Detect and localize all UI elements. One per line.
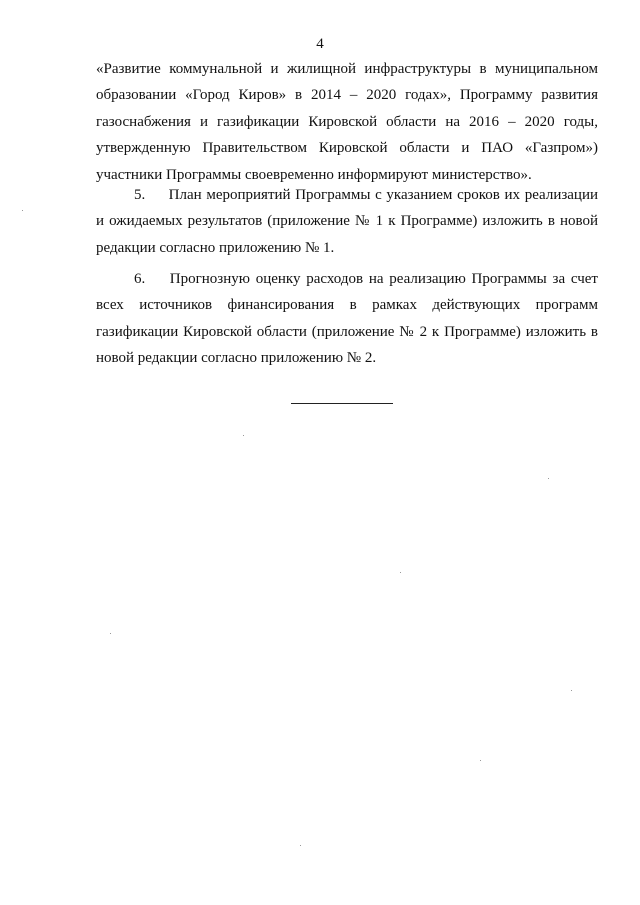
- text-line: всех источников финансирования в рамках действующих программ: [96, 297, 598, 314]
- text-line: редакции согласно приложению № 1.: [96, 239, 335, 256]
- paragraph-item-5: [96, 182, 598, 261]
- text-line: [96, 182, 598, 208]
- paragraph-number: 5.: [134, 187, 146, 203]
- text-line: газификации Кировской области (приложение № 2 к Программе) изложить в: [96, 323, 598, 340]
- text-line: участники Программы своевременно информируют министерство».: [96, 166, 532, 183]
- scan-speck: [300, 845, 301, 846]
- text-line: образовании «Город Киров» в 2014 – 2020 годах», Программу развития: [96, 87, 598, 104]
- paragraph-number: 6.: [134, 271, 146, 287]
- text-line: газоснабжения и газификации Кировской области на 2016 – 2020 годы,: [96, 113, 598, 130]
- scan-speck: [548, 478, 549, 479]
- text-line: новой редакции согласно приложению № 2.: [96, 350, 377, 367]
- scan-speck: [22, 210, 23, 211]
- text-line: «Развитие коммунальной и жилищной инфраструктуры в муниципальном: [96, 61, 598, 77]
- scan-speck: [400, 572, 401, 573]
- text-line: и ожидаемых результатов (приложение № 1 к Программе) изложить в новой: [96, 213, 598, 230]
- paragraph-item-6: [96, 266, 598, 372]
- text-line-content: Прогнозную оценку расходов на реализацию Программы за счет: [169, 271, 598, 287]
- text-line: утвержденную Правительством Кировской области и ПАО «Газпром»): [96, 140, 598, 157]
- end-rule: [291, 403, 393, 404]
- scan-speck: [571, 690, 572, 691]
- scan-speck: [243, 435, 244, 436]
- text-line-content: План мероприятий Программы с указанием сроков их реализации: [168, 187, 599, 203]
- scan-speck: [480, 760, 481, 761]
- scan-speck: [110, 633, 111, 634]
- text-line: [96, 266, 598, 292]
- paragraph-continuation: [96, 56, 598, 188]
- page-number: 4: [316, 36, 324, 52]
